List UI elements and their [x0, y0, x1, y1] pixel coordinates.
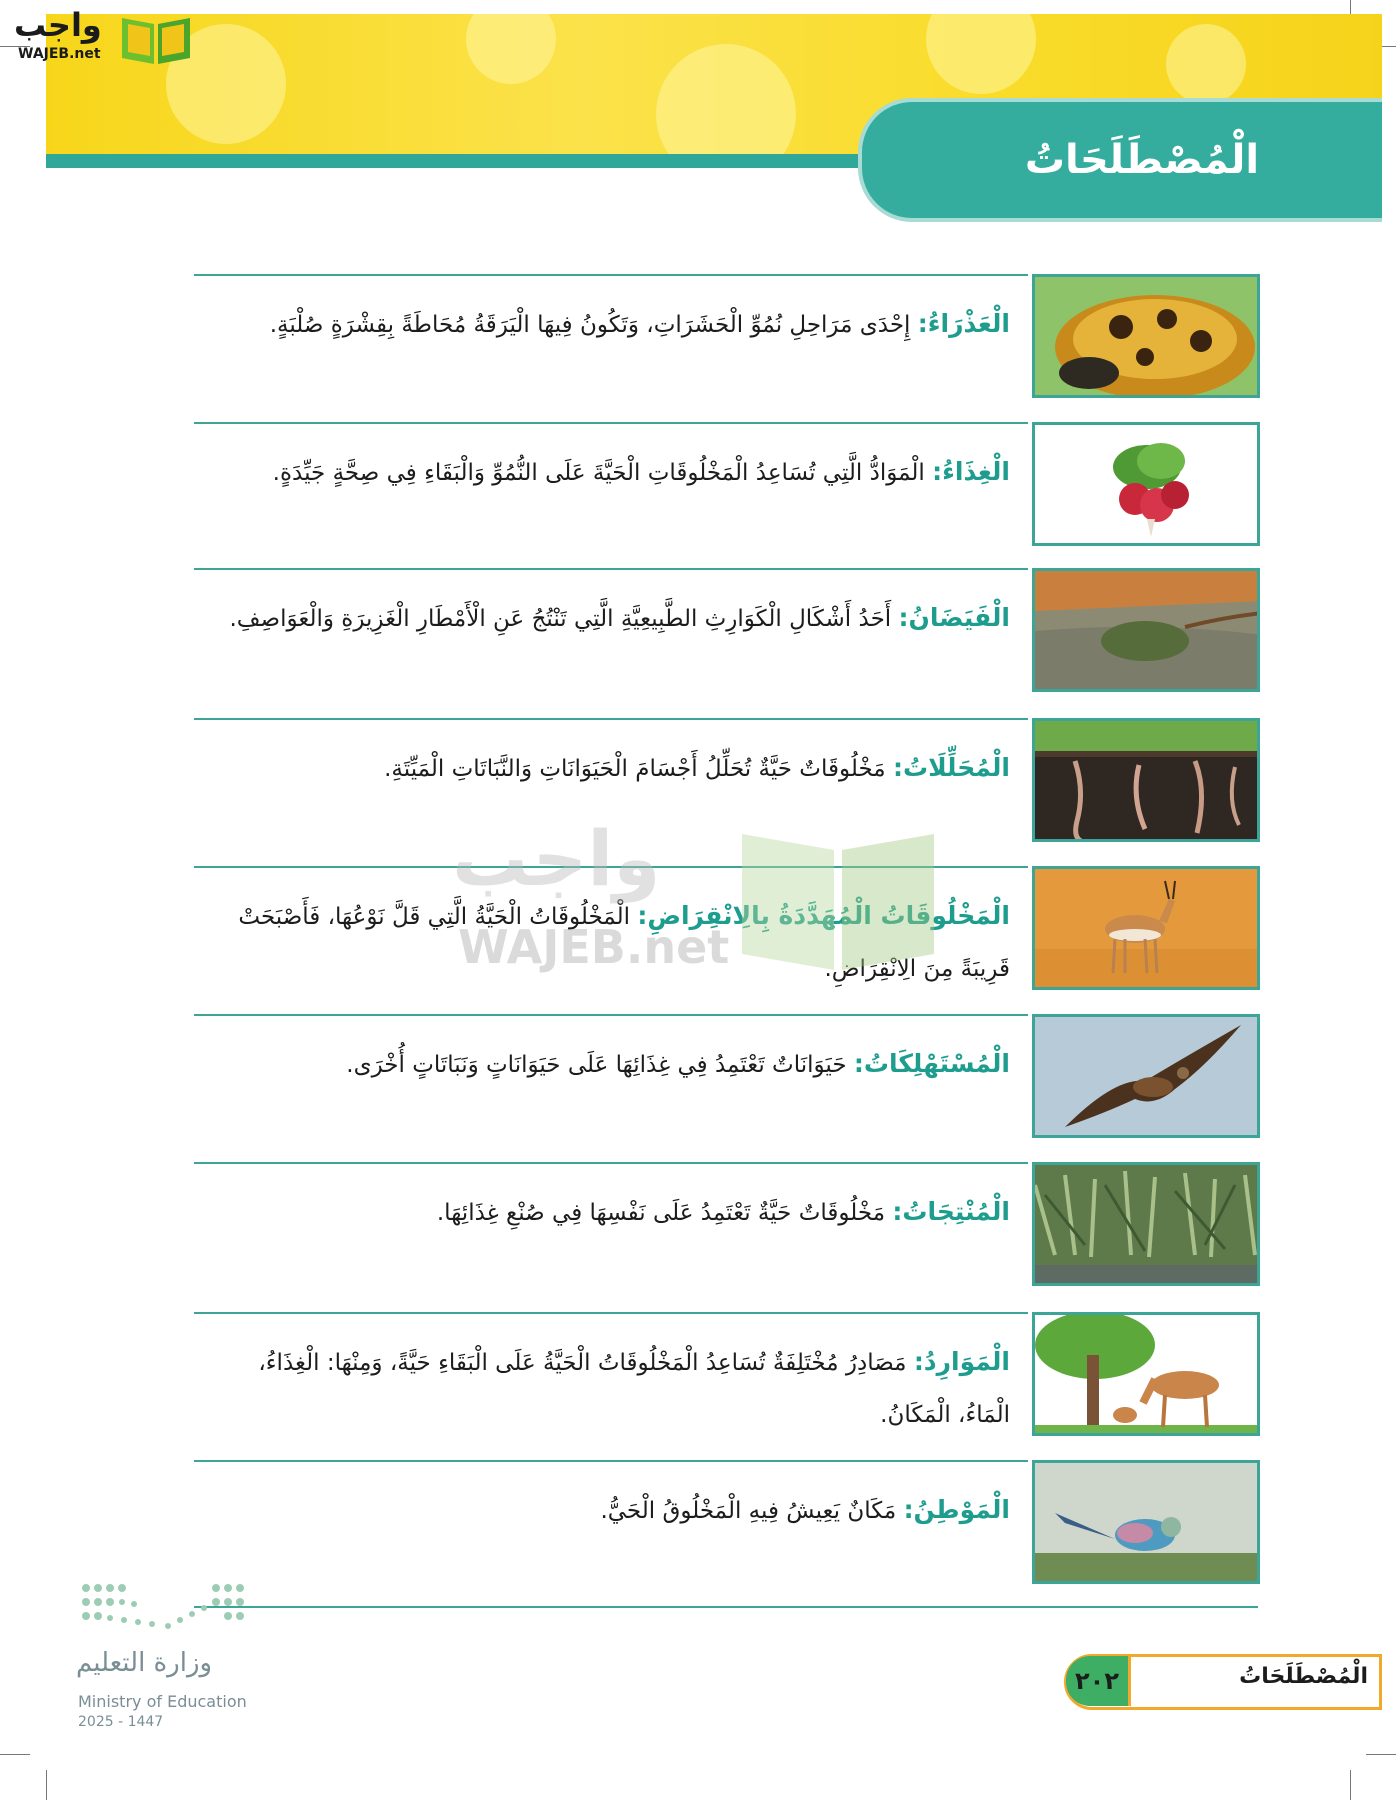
- glossary-entry: [194, 866, 1260, 990]
- entry-definition: مَصَادِرُ مُخْتَلِفَةٌ تُسَاعِدُ الْمَخْلُوقَاتُ الْحَيَّةُ عَلَى الْبَقَاءِ حَيَّةً، وَمِنْهَا: الْغِذَاءُ، الْمَاءُ، الْمَكَانُ.: [258, 1350, 1010, 1428]
- entry-text: [210, 298, 1010, 351]
- entry-divider: [194, 274, 1028, 276]
- logo-latin: WAJEB.net: [18, 46, 101, 62]
- entry-term: الْمُسْتَهْلِكَاتُ:: [853, 1049, 1010, 1078]
- entry-text: [210, 1336, 1010, 1441]
- entry-term: الْفَيَضَانُ:: [898, 603, 1010, 632]
- book-icon: [120, 10, 192, 66]
- footer-divider: [194, 1606, 1258, 1608]
- radish-photo: [1032, 422, 1260, 546]
- entry-definition: الْمَوَادُّ الَّتِي تُسَاعِدُ الْمَخْلُوقَاتِ الْحَيَّةَ عَلَى النُّمُوِّ وَالْبَقَاءِ فِي صِحَّةٍ جَيِّدَةٍ.: [272, 460, 925, 486]
- entry-term: الْغِذَاءُ:: [932, 457, 1010, 486]
- entry-divider: [194, 1460, 1028, 1462]
- glossary-entry: [194, 1312, 1260, 1436]
- glossary-entry: [194, 1162, 1260, 1286]
- entry-term: الْمَخْلُوقَاتُ الْمُهَدَّدَةُ بِالِانْقِرَاضِ:: [637, 901, 1010, 930]
- entry-term: الْعَذْرَاءُ:: [917, 309, 1010, 338]
- flood-photo: [1032, 568, 1260, 692]
- gazelle-photo: [1032, 866, 1260, 990]
- entry-divider: [194, 1312, 1028, 1314]
- crop-mark: [1366, 1754, 1396, 1755]
- entry-text: [210, 1484, 1010, 1537]
- entry-text: [210, 742, 1010, 795]
- glossary-entry: [194, 1014, 1260, 1138]
- watermark-arabic: واجب: [452, 814, 661, 903]
- entry-definition: الْمَخْلُوقَاتُ الْحَيَّةُ الَّتِي قَلَّ نَوْعُهَا، فَأَصْبَحَتْ قَرِيبَةً مِنَ الِانْقِرَاضِ.: [238, 904, 1010, 982]
- page-footer-label: الْمُصْطَلَحَاتُ: [1239, 1664, 1368, 1689]
- entry-divider: [194, 718, 1028, 720]
- glossary-entry: [194, 568, 1260, 692]
- entry-text: [210, 1038, 1010, 1091]
- ministry-dots-icon: [80, 1580, 252, 1636]
- entry-text: [210, 446, 1010, 499]
- logo-arabic: واجب: [14, 6, 102, 44]
- grass-photo: [1032, 1162, 1260, 1286]
- glossary-entry: [194, 422, 1260, 546]
- glossary-entry: [194, 718, 1260, 842]
- glossary-entry: [194, 274, 1260, 398]
- entry-definition: أَحَدُ أَشْكَالِ الْكَوَارِثِ الطَّبِيعِيَّةِ الَّتِي تَنْتُجُ عَنِ الْأَمْطَارِ الْغَزِيرَةِ وَالْعَوَاصِفِ.: [229, 606, 892, 632]
- entry-term: الْمُنْتِجَاتُ:: [892, 1197, 1010, 1226]
- page-number: ٢٠٢: [1066, 1656, 1128, 1706]
- ministry-logo: [74, 1580, 264, 1740]
- entry-definition: مَخْلُوقَاتٌ حَيَّةٌ تَعْتَمِدُ عَلَى نَفْسِهَا فِي صُنْعِ غِذَائِهَا.: [436, 1200, 886, 1226]
- resources-photo: [1032, 1312, 1260, 1436]
- entry-definition: إِحْدَى مَرَاحِلِ نُمُوِّ الْحَشَرَاتِ، وَتَكُونُ فِيهَا الْيَرَقَةُ مُحَاطَةً بِقِشْرَةٍ صُلْبَةٍ.: [269, 312, 911, 338]
- entry-divider: [194, 866, 1028, 868]
- crop-mark: [1350, 1770, 1351, 1800]
- soil-worms-photo: [1032, 718, 1260, 842]
- ministry-arabic: وزارة التعليم: [76, 1648, 213, 1678]
- entry-term: الْمُحَلِّلَاتُ:: [892, 753, 1010, 782]
- title-tab: [858, 98, 1382, 222]
- page-title: الْمُصْطَلَحَاتُ: [1024, 137, 1260, 183]
- glossary-entry: [194, 1460, 1260, 1584]
- ministry-year: 2025 - 1447: [78, 1714, 164, 1730]
- pupa-photo: [1032, 274, 1260, 398]
- entry-divider: [194, 1162, 1028, 1164]
- crop-mark: [46, 1770, 47, 1800]
- entry-definition: مَخْلُوقَاتٌ حَيَّةٌ تُحَلِّلُ أَجْسَامَ الْحَيَوَانَاتِ وَالنَّبَاتَاتِ الْمَيِّتَةِ.: [384, 756, 886, 782]
- entry-definition: حَيَوَانَاتٌ تَعْتَمِدُ فِي غِذَائِهَا عَلَى حَيَوَانَاتٍ وَنَبَاتَاتٍ أُخْرَى.: [346, 1052, 847, 1078]
- ministry-english: Ministry of Education: [78, 1692, 247, 1711]
- entry-divider: [194, 1014, 1028, 1016]
- eagle-photo: [1032, 1014, 1260, 1138]
- entry-term: الْمَوْطِنُ:: [903, 1495, 1010, 1524]
- entry-definition: مَكَانٌ يَعِيشُ فِيهِ الْمَخْلُوقُ الْحَيُّ.: [600, 1498, 897, 1524]
- entry-divider: [194, 422, 1028, 424]
- entry-text: [210, 592, 1010, 645]
- bird-photo: [1032, 1460, 1260, 1584]
- entry-divider: [194, 568, 1028, 570]
- crop-mark: [0, 1754, 30, 1755]
- wajeb-logo: [8, 6, 188, 66]
- watermark-latin: WAJEB.net: [458, 920, 730, 974]
- entry-text: [210, 890, 1010, 995]
- entry-text: [210, 1186, 1010, 1239]
- entry-term: الْمَوَارِدُ:: [913, 1347, 1010, 1376]
